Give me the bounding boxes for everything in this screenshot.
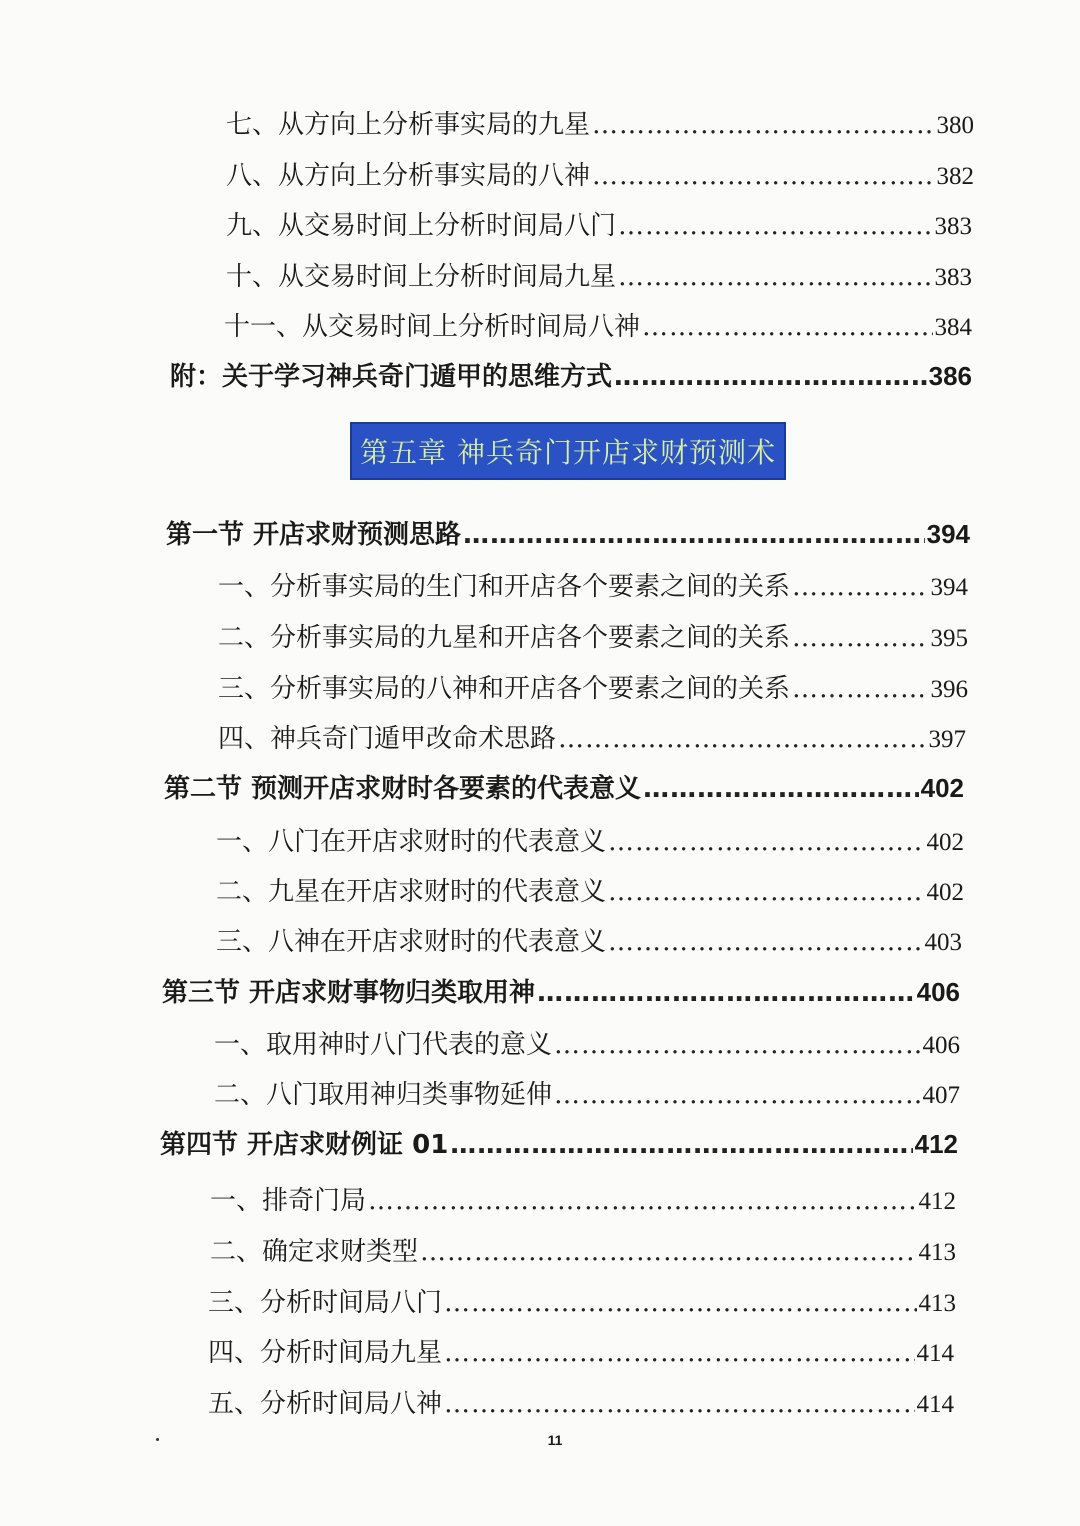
chapter-title: 第五章 神兵奇门开店求财预测术	[360, 436, 776, 469]
dot-leader	[618, 262, 932, 292]
toc-entry-page: 394	[930, 574, 968, 601]
toc-entry	[218, 617, 968, 654]
toc-entry-label: 九、从交易时间上分析时间局八门	[226, 211, 617, 241]
toc-entry	[218, 566, 968, 603]
dot-leader	[444, 1288, 916, 1318]
toc-entry-page: 397	[928, 726, 966, 753]
toc-entry	[226, 104, 974, 141]
dot-leader	[608, 927, 922, 957]
toc-entry-label: 四、神兵奇门遁甲改命术思路	[218, 724, 557, 754]
toc-entry-page: 406	[916, 977, 960, 1007]
toc-section-entry	[166, 514, 970, 551]
toc-entry-page: 412	[914, 1129, 958, 1159]
dot-leader	[558, 724, 926, 754]
dot-leader	[643, 774, 919, 804]
toc-entry-page: 412	[918, 1188, 956, 1215]
toc-entry	[210, 1180, 956, 1217]
toc-entry	[210, 1231, 956, 1268]
toc-entry-label: 附：关于学习神兵奇门遁甲的思维方式	[170, 362, 613, 392]
toc-entry-label: 八、从方向上分析事实局的八神	[226, 161, 591, 191]
dot-leader	[450, 1130, 912, 1160]
toc-entry-label: 一、排奇门局	[210, 1186, 367, 1216]
dot-leader	[554, 1030, 920, 1060]
dot-leader	[608, 877, 924, 907]
dot-leader	[368, 1186, 916, 1216]
toc-entry-label: 十、从交易时间上分析时间局九星	[226, 262, 617, 292]
dot-leader	[592, 161, 934, 191]
toc-entry-page: 380	[936, 112, 974, 139]
toc-entry	[216, 921, 962, 958]
toc-entry-label: 二、分析事实局的九星和开店各个要素之间的关系	[218, 623, 791, 653]
toc-entry-page: 414	[916, 1340, 954, 1367]
toc-entry-label: 二、九星在开店求财时的代表意义	[216, 877, 607, 907]
dot-leader	[537, 978, 915, 1008]
toc-entry	[208, 1332, 954, 1369]
toc-entry	[208, 1282, 956, 1319]
toc-entry-page: 413	[918, 1290, 956, 1317]
toc-entry-label: 第一节 开店求财预测思路	[166, 520, 462, 550]
dot-leader	[618, 211, 932, 241]
dot-leader	[608, 827, 924, 857]
toc-entry-label: 二、确定求财类型	[210, 1237, 419, 1267]
toc-entry-page: 402	[920, 773, 964, 803]
toc-entry	[226, 256, 972, 293]
toc-entry	[208, 1383, 954, 1420]
dot-leader	[792, 674, 928, 704]
dot-leader	[463, 520, 925, 550]
dot-leader	[444, 1338, 914, 1368]
toc-entry	[224, 306, 972, 343]
toc-entry	[218, 718, 966, 755]
toc-entry-page: 403	[924, 929, 962, 956]
toc-entry-page: 394	[926, 519, 970, 549]
toc-entry	[214, 1074, 960, 1111]
toc-entry-page: 406	[922, 1032, 960, 1059]
dot-leader	[592, 110, 934, 140]
toc-entry-label: 一、八门在开店求财时的代表意义	[216, 827, 607, 857]
toc-entry	[216, 821, 964, 858]
toc-section-entry	[160, 1124, 958, 1161]
toc-entry-label: 三、分析事实局的八神和开店各个要素之间的关系	[218, 674, 791, 704]
toc-appendix-entry	[170, 356, 972, 393]
toc-entry-label: 三、分析时间局八门	[208, 1288, 443, 1318]
toc-entry-page: 382	[936, 163, 974, 190]
scan-speck	[156, 1438, 159, 1441]
toc-entry-page: 396	[930, 676, 968, 703]
toc-entry-label: 七、从方向上分析事实局的九星	[226, 110, 591, 140]
toc-entry-label: 一、分析事实局的生门和开店各个要素之间的关系	[218, 572, 791, 602]
toc-entry-page: 402	[926, 829, 964, 856]
toc-entry	[218, 668, 968, 705]
toc-entry	[226, 205, 972, 242]
toc-entry-label: 二、八门取用神归类事物延伸	[214, 1080, 553, 1110]
toc-entry	[216, 871, 964, 908]
toc-entry-label: 四、分析时间局九星	[208, 1338, 443, 1368]
toc-entry	[226, 155, 974, 192]
toc-section-entry	[164, 768, 964, 805]
dot-leader	[420, 1237, 916, 1267]
dot-leader	[792, 623, 928, 653]
dot-leader	[554, 1080, 920, 1110]
toc-entry	[214, 1024, 960, 1061]
toc-entry-label: 一、取用神时八门代表的意义	[214, 1030, 553, 1060]
toc-entry-page: 402	[926, 879, 964, 906]
toc-section-entry	[162, 972, 960, 1009]
dot-leader	[642, 312, 932, 342]
toc-entry-page: 413	[918, 1239, 956, 1266]
dot-leader	[792, 572, 928, 602]
toc-entry-label: 第二节 预测开店求财时各要素的代表意义	[164, 774, 642, 804]
toc-entry-label: 三、八神在开店求财时的代表意义	[216, 927, 607, 957]
toc-entry-label: 第三节 开店求财事物归类取用神	[162, 978, 536, 1008]
toc-entry-label: 五、分析时间局八神	[208, 1389, 443, 1419]
toc-entry-page: 407	[922, 1082, 960, 1109]
toc-entry-label: 十一、从交易时间上分析时间局八神	[224, 312, 641, 342]
toc-entry-page: 384	[934, 314, 972, 341]
toc-entry-page: 383	[934, 264, 972, 291]
toc-entry-page: 386	[928, 361, 972, 391]
toc-entry-page: 395	[930, 625, 968, 652]
dot-leader	[444, 1389, 914, 1419]
toc-entry-page: 383	[934, 213, 972, 240]
toc-entry-label: 第四节 开店求财例证 01	[160, 1130, 449, 1160]
page-number: 11	[547, 1432, 563, 1448]
chapter-title-banner	[350, 422, 786, 480]
dot-leader	[614, 362, 927, 392]
toc-entry-page: 414	[916, 1391, 954, 1418]
